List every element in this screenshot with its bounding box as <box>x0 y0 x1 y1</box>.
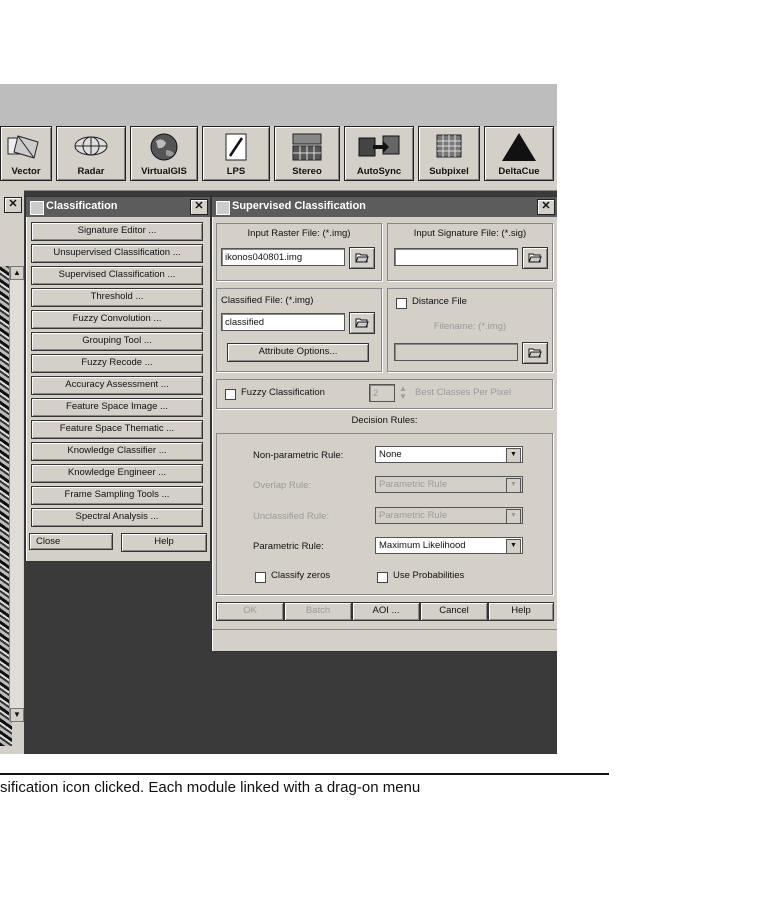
window-title: Supervised Classification <box>232 200 366 212</box>
toolbar-button-label: DeltaCue <box>498 166 540 177</box>
overlap-rule-label: Overlap Rule: <box>253 480 312 491</box>
toolbar-button-virtualgis[interactable] <box>130 126 198 181</box>
input-signature-label: Input Signature File: (*.sig) <box>413 228 527 239</box>
distance-file-checkbox[interactable] <box>396 298 407 309</box>
fuzzy-classification-checkbox[interactable] <box>225 389 236 400</box>
open-folder-icon <box>355 252 369 263</box>
toolbar-button-label: LPS <box>226 166 246 177</box>
toolbar-button-label: Stereo <box>292 166 322 177</box>
aoi-button[interactable]: AOI ... <box>352 602 420 621</box>
best-classes-spinner: 2 <box>369 384 395 402</box>
menu-item-signature-editor[interactable]: Signature Editor ... <box>31 222 203 241</box>
supervised-titlebar <box>212 197 557 217</box>
classified-file-label: Classified File: (*.img) <box>221 295 314 306</box>
menu-item-feature-space-image[interactable]: Feature Space Image ... <box>31 398 203 417</box>
use-probabilities-checkbox[interactable] <box>377 572 388 583</box>
toolbar-button-label: Radar <box>77 166 105 177</box>
close-button[interactable]: Close <box>29 533 113 550</box>
spinner-arrows-icon: ▲ ▼ <box>399 384 407 401</box>
toolbar-button-label: Vector <box>11 166 41 177</box>
scroll-down-icon[interactable]: ▼ <box>10 708 24 722</box>
window-icon <box>216 201 230 215</box>
close-icon[interactable]: ✕ <box>190 199 208 215</box>
use-probabilities-label: Use Probabilities <box>393 570 465 581</box>
cancel-button[interactable]: Cancel <box>420 602 488 621</box>
parametric-rule-select[interactable] <box>375 537 523 554</box>
toolbar-button-autosync[interactable] <box>344 126 414 181</box>
menu-item-fuzzy-recode[interactable]: Fuzzy Recode ... <box>31 354 203 373</box>
toolbar-button-vector[interactable] <box>0 126 52 181</box>
toolbar-button-radar[interactable] <box>56 126 126 181</box>
window-title-area <box>0 84 557 127</box>
menu-item-fuzzy-convolution[interactable]: Fuzzy Convolution ... <box>31 310 203 329</box>
help-button[interactable]: Help <box>488 602 554 621</box>
input-raster-field[interactable]: ikonos040801.img <box>221 248 345 266</box>
open-folder-button[interactable] <box>349 247 375 269</box>
toolbar-button-label: Subpixel <box>429 166 469 177</box>
distance-filename-field <box>394 343 518 361</box>
input-raster-label: Input Raster File: (*.img) <box>247 228 351 239</box>
menu-item-supervised-classification[interactable]: Supervised Classification ... <box>31 266 203 285</box>
menu-item-grouping-tool[interactable]: Grouping Tool ... <box>31 332 203 351</box>
window-icon <box>30 201 44 215</box>
classified-file-field[interactable]: classified <box>221 313 345 331</box>
toolbar-button-stereo[interactable] <box>274 126 340 181</box>
open-folder-button[interactable] <box>522 342 548 364</box>
overlap-rule-select <box>375 476 523 493</box>
toolbar-button-deltacue[interactable] <box>484 126 554 181</box>
toolbar-button-lps[interactable] <box>202 126 270 181</box>
delta-triangle-icon <box>499 132 539 162</box>
stereo-icon <box>287 132 327 162</box>
open-folder-icon <box>528 347 542 358</box>
unclassified-rule-select <box>375 507 523 524</box>
nonparametric-rule-select[interactable] <box>375 446 523 463</box>
input-signature-group <box>387 223 553 281</box>
distance-file-group <box>387 288 553 372</box>
classified-file-group <box>216 288 382 372</box>
close-icon[interactable]: ✕ <box>537 199 555 215</box>
decision-rules-heading: Decision Rules: <box>351 415 418 426</box>
parametric-rule-label: Parametric Rule: <box>253 541 324 552</box>
lps-pen-icon <box>216 132 256 162</box>
vertical-scrollbar[interactable] <box>9 266 23 722</box>
help-button[interactable]: Help <box>121 533 207 552</box>
toolbar-button-label: AutoSync <box>356 166 402 177</box>
open-folder-button[interactable] <box>522 247 548 269</box>
batch-button[interactable]: Batch <box>284 602 352 621</box>
menu-item-knowledge-engineer[interactable]: Knowledge Engineer ... <box>31 464 203 483</box>
chevron-down-icon: ▼ <box>506 509 521 524</box>
subpixel-icon <box>429 132 469 162</box>
scroll-up-icon[interactable]: ▲ <box>10 266 24 280</box>
menu-item-frame-sampling-tools[interactable]: Frame Sampling Tools ... <box>31 486 203 505</box>
ok-button[interactable]: OK <box>216 602 284 621</box>
classification-titlebar <box>26 197 210 217</box>
menu-item-feature-space-thematic[interactable]: Feature Space Thematic ... <box>31 420 203 439</box>
filename-label: Filename: (*.img) <box>433 321 507 332</box>
menu-item-threshold[interactable]: Threshold ... <box>31 288 203 307</box>
autosync-icon <box>357 132 401 162</box>
chevron-down-icon[interactable]: ▼ <box>506 539 521 554</box>
input-signature-field[interactable] <box>394 248 518 266</box>
toolbar-button-label: VirtualGIS <box>141 166 187 177</box>
chevron-down-icon: ▼ <box>506 478 521 493</box>
radar-icon <box>71 132 111 162</box>
menu-item-unsupervised-classification[interactable]: Unsupervised Classification ... <box>31 244 203 263</box>
classify-zeros-checkbox[interactable] <box>255 572 266 583</box>
open-folder-button[interactable] <box>349 312 375 334</box>
open-folder-icon <box>355 317 369 328</box>
figure-caption: sification icon clicked. Each module linked with a drag-on menu <box>0 779 421 796</box>
distance-file-label: Distance File <box>412 296 467 307</box>
globe-icon <box>144 132 184 162</box>
nonparametric-rule-label: Non-parametric Rule: <box>253 450 344 461</box>
toolbar-button-subpixel[interactable] <box>418 126 480 181</box>
open-folder-icon <box>528 252 542 263</box>
classify-zeros-label: Classify zeros <box>271 570 331 581</box>
unclassified-rule-label: Unclassified Rule: <box>253 511 330 522</box>
fuzzy-classification-group <box>216 379 553 409</box>
chevron-down-icon[interactable]: ▼ <box>506 448 521 463</box>
vector-icon <box>6 132 46 162</box>
attribute-options-button[interactable]: Attribute Options... <box>227 343 369 362</box>
fuzzy-classification-label: Fuzzy Classification <box>241 387 325 398</box>
menu-item-spectral-analysis[interactable]: Spectral Analysis ... <box>31 508 203 527</box>
supervised-classification-dialog <box>211 196 557 652</box>
parametric-rule-value: Maximum Likelihood <box>379 540 466 551</box>
desktop-screenshot <box>0 84 557 754</box>
menu-item-accuracy-assessment[interactable]: Accuracy Assessment ... <box>31 376 203 395</box>
window-title: Classification <box>46 200 118 212</box>
overlap-rule-value: Parametric Rule <box>379 479 448 490</box>
status-divider <box>212 629 557 630</box>
close-icon[interactable]: ✕ <box>4 197 22 213</box>
menu-item-knowledge-classifier[interactable]: Knowledge Classifier ... <box>31 442 203 461</box>
decision-rules-group <box>216 433 553 595</box>
nonparametric-rule-value: None <box>379 449 402 460</box>
classification-menu-window <box>25 196 211 562</box>
unclassified-rule-value: Parametric Rule <box>379 510 448 521</box>
input-raster-group <box>216 223 382 281</box>
caption-rule <box>0 773 609 775</box>
best-classes-label: Best Classes Per Pixel <box>415 387 512 398</box>
